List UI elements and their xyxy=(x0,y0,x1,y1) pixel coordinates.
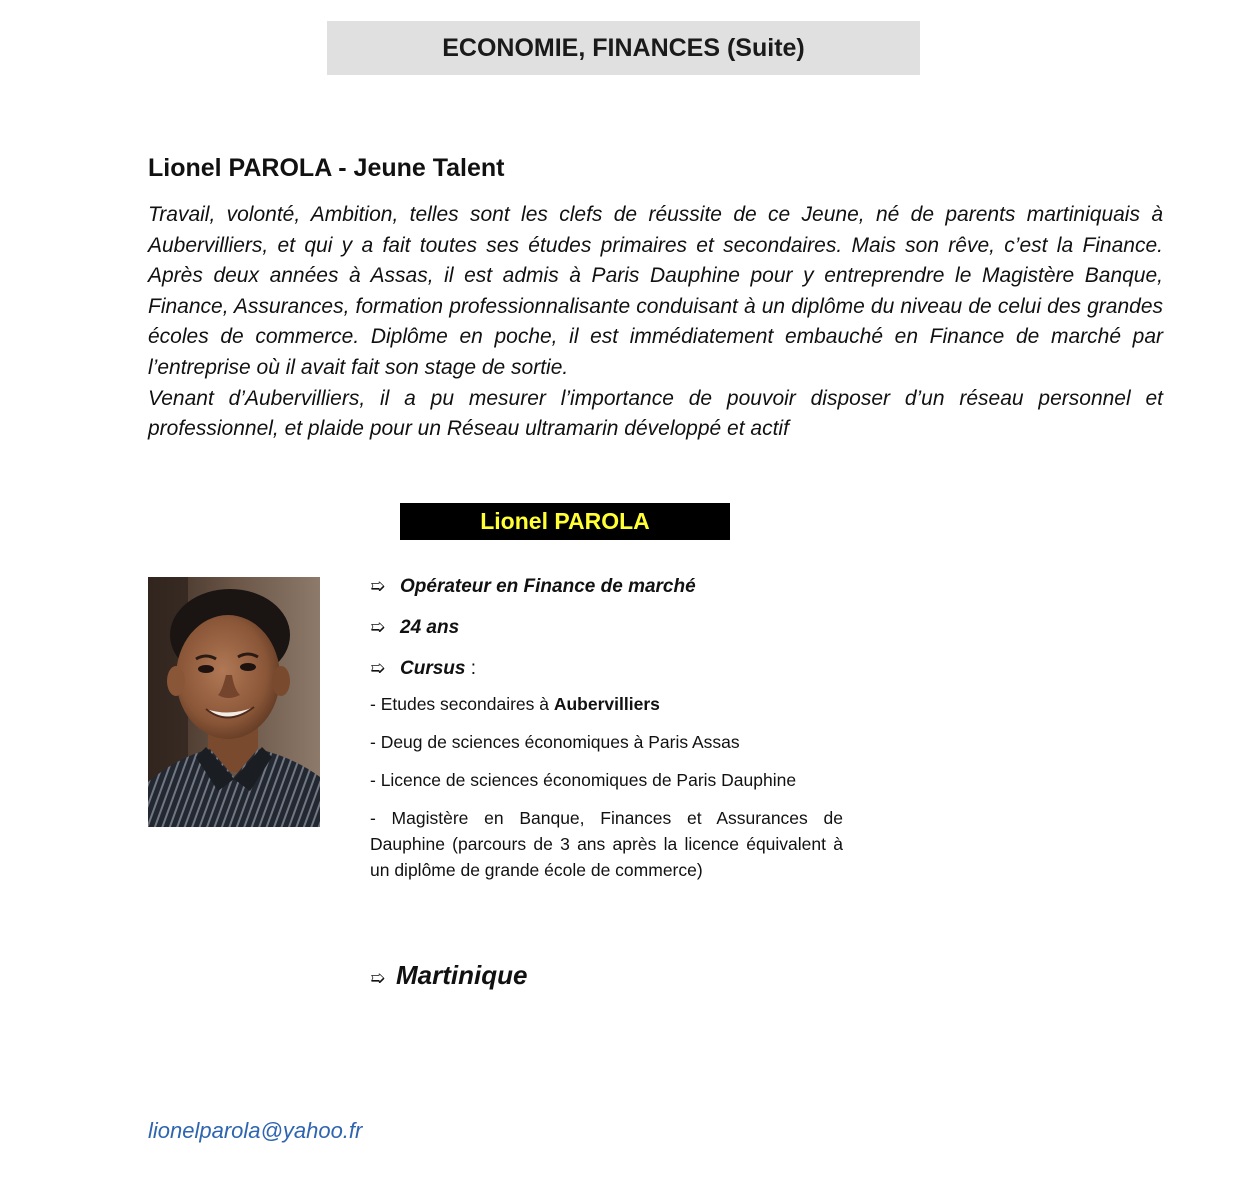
age-item xyxy=(370,609,843,650)
profile-details xyxy=(370,568,843,895)
location-label: Martinique xyxy=(396,960,528,990)
cursus-item xyxy=(370,650,843,691)
cursus-entry: - Licence de sciences économiques de Paris Dauphine xyxy=(370,770,797,790)
age-value: 24 ans xyxy=(400,617,460,638)
location-item xyxy=(370,960,527,991)
section-header xyxy=(327,21,920,75)
profile-intro xyxy=(148,200,1163,445)
cursus-entry-text: - Etudes secondaires à xyxy=(370,694,554,714)
cursus-entry: - Magistère en Banque, Finances et Assurances de Dauphine (parcours de 3 ans après la licence équivalent à un diplôme de grande école de commerce) xyxy=(370,808,843,880)
profile-heading: Lionel PAROLA - Jeune Talent xyxy=(148,154,505,182)
arrow-icon: ➯ xyxy=(370,576,386,596)
portrait-illustration xyxy=(148,577,320,827)
intro-paragraph: Venant d’Aubervilliers, il a pu mesurer l’importance de pouvoir disposer d’un réseau personnel et professionnel, et plaide pour un Réseau ultramarin développé et actif xyxy=(148,386,1163,441)
email-link[interactable]: lionelparola@yahoo.fr xyxy=(148,1118,363,1143)
intro-paragraph: Travail, volonté, Ambition, telles sont les clefs de réussite de ce Jeune, né de parents martiniquais à Aubervilliers, et qui y a fait toutes ses études primaires et secondaires. Mais son rêve, c’est la Finance. Après deux années à Assas, il est admis à Paris Dauphine pour y entreprendre le Magistère Banque, Finance, Assurances, formation professionnalisante conduisant à un diplôme du niveau de celui des grandes écoles de commerce. Diplôme en poche, il est immédiatement embauché en Finance de marché par l’entreprise où il avait fait son stage de sortie. xyxy=(148,203,1163,379)
cursus-entry: - Deug de sciences économiques à Paris Assas xyxy=(370,732,740,752)
cursus-entry xyxy=(370,691,843,717)
portrait-photo xyxy=(148,577,320,827)
cursus-label: Cursus xyxy=(400,658,466,679)
job-title: Opérateur en Finance de marché xyxy=(400,576,696,597)
cursus-entry-city: Aubervilliers xyxy=(553,694,660,714)
cursus-colon: : xyxy=(470,658,477,679)
section-title: ECONOMIE, FINANCES (Suite) xyxy=(442,33,805,62)
name-banner xyxy=(400,503,730,540)
arrow-icon: ➯ xyxy=(370,658,386,678)
arrow-icon: ➯ xyxy=(370,968,386,988)
arrow-icon: ➯ xyxy=(370,617,386,637)
job-item xyxy=(370,568,843,609)
name-label: Lionel PAROLA xyxy=(480,508,650,534)
